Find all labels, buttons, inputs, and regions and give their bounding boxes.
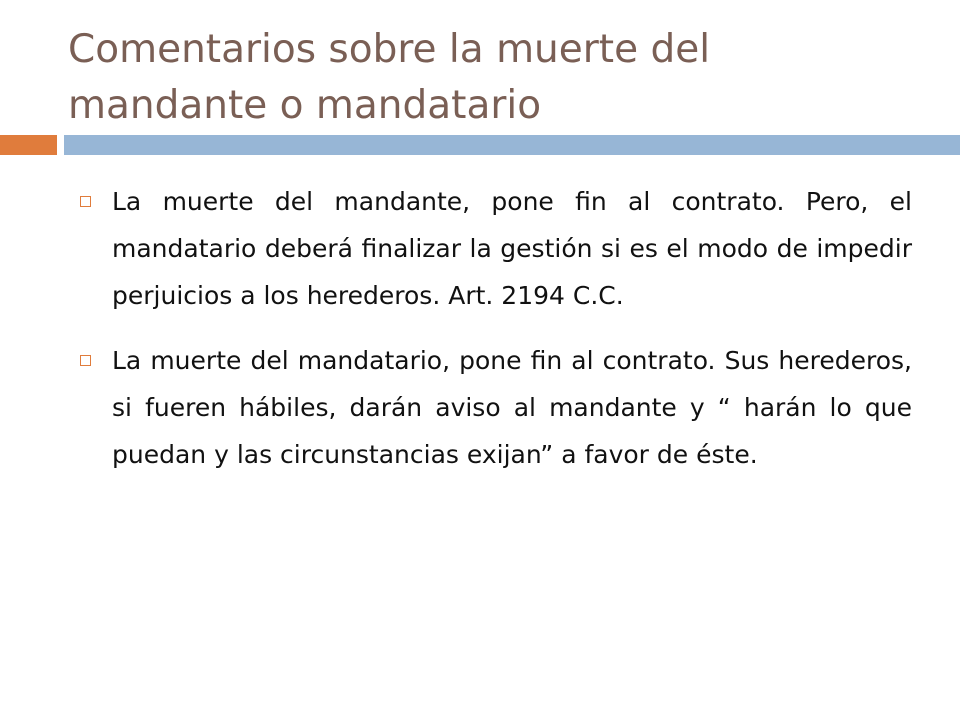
bullet-list [76,178,912,496]
title-divider-bar [64,135,960,155]
hollow-square-icon [80,196,91,207]
bullet-text: La muerte del mandatario, pone fin al contrato. Sus herederos, si fueren hábiles, darán aviso al mandante y “ harán lo que puedan y las circunstancias exijan” a favor de éste. [112,346,912,469]
hollow-square-icon [80,355,91,366]
slide-title [68,22,928,134]
bullet-item [76,178,912,319]
bullet-text: La muerte del mandante, pone fin al contrato. Pero, el mandatario deberá finalizar la gestión si es el modo de impedir perjuicios a los herederos. Art. 2194 C.C. [112,187,912,310]
bullet-item [76,337,912,478]
slide-title-line-2: mandante o mandatario [68,83,542,128]
slide-title-line-1: Comentarios sobre la muerte del [68,27,711,72]
title-accent-bar [0,135,57,155]
